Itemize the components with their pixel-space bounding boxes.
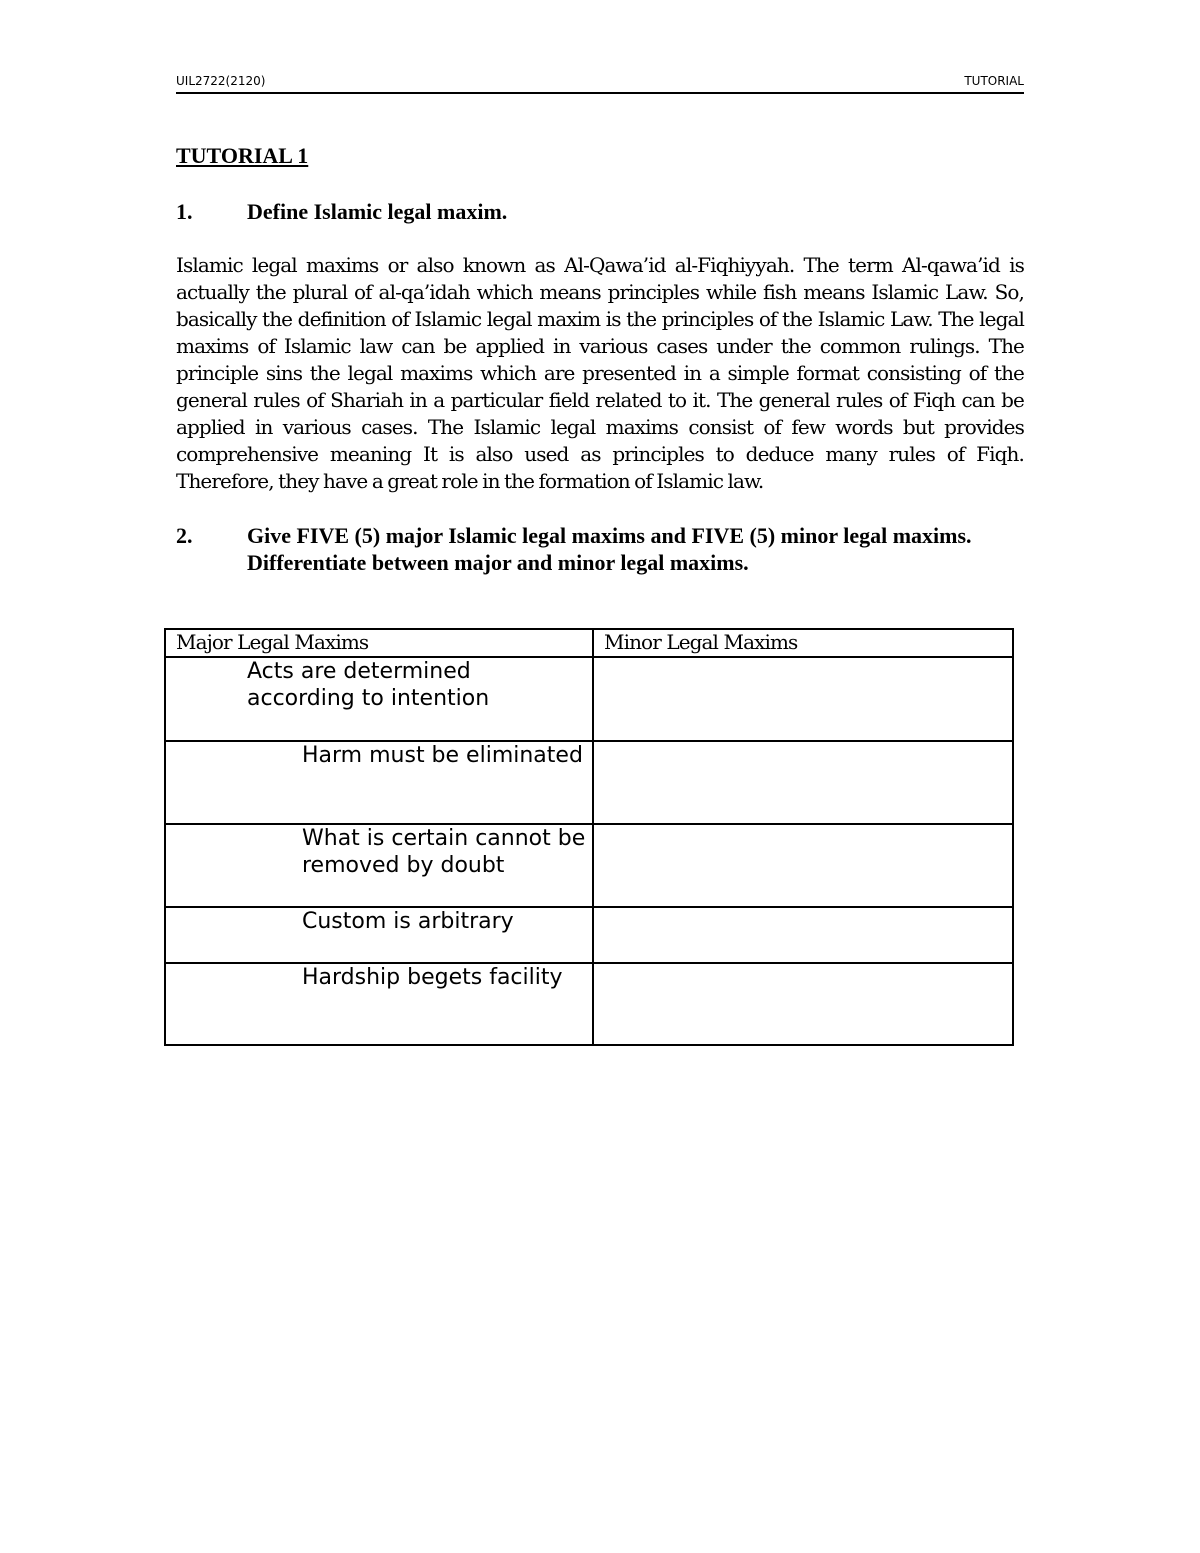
header-major: Major Legal Maxims (165, 629, 593, 657)
course-code: UIL2722(2120) (176, 74, 266, 88)
minor-maxim-cell (593, 741, 1013, 824)
table-header-row (165, 629, 1013, 657)
minor-maxim-cell (593, 824, 1013, 907)
major-maxim-text: Custom is arbitrary (302, 909, 514, 934)
maxims-table (164, 628, 1014, 1046)
major-maxim-cell (165, 907, 593, 963)
major-maxim-cell (165, 963, 593, 1045)
major-maxim-text: Harm must be eliminated (302, 743, 583, 768)
table-row (165, 741, 1013, 824)
major-maxim-cell (165, 824, 593, 907)
table-row (165, 963, 1013, 1045)
table-row (165, 657, 1013, 741)
major-maxim-cell (165, 741, 593, 824)
major-maxim-text: Hardship begets facility (302, 965, 563, 990)
table-row (165, 824, 1013, 907)
tutorial-title: TUTORIAL 1 (176, 143, 309, 168)
table-row (165, 907, 1013, 963)
minor-maxim-cell (593, 657, 1013, 741)
question-text: Give FIVE (5) major Islamic legal maxims and FIVE (5) minor legal maxims. Differentiate between major and minor legal maxims. (247, 523, 972, 575)
question-number: 2. (176, 523, 193, 548)
question-number: 1. (176, 199, 193, 224)
minor-maxim-cell (593, 907, 1013, 963)
page-header (176, 72, 1024, 94)
header-minor: Minor Legal Maxims (593, 629, 1013, 657)
major-maxim-cell (165, 657, 593, 741)
question-text: Define Islamic legal maxim. (247, 199, 508, 224)
major-maxim-text: Acts are determined according to intention (247, 659, 490, 711)
minor-maxim-cell (593, 963, 1013, 1045)
answer-paragraph: Islamic legal maxims or also known as Al-Qawa’id al-Fiqhiyyah. The term Al-qawa’id is actually the plural of al-qa’idah which means principles while fish means Islamic Law. So, basically the definition of Islamic legal maxim is the principles of the Islamic Law. The legal maxims of Islamic law can be applied in various cases under the common rulings. The principle sins the legal maxims which are presented in a simple format consisting of the general rules of Shariah in a particular field related to it. The general rules of Fiqh can be applied in various cases. The Islamic legal maxims consist of few words but provides comprehensive meaning It is also used as principles to deduce many rules of Fiqh. Therefore, they have a great role in the formation of Islamic law. (176, 253, 1024, 493)
document-type: TUTORIAL (964, 74, 1024, 88)
major-maxim-text: What is certain cannot be removed by doubt (302, 826, 586, 878)
